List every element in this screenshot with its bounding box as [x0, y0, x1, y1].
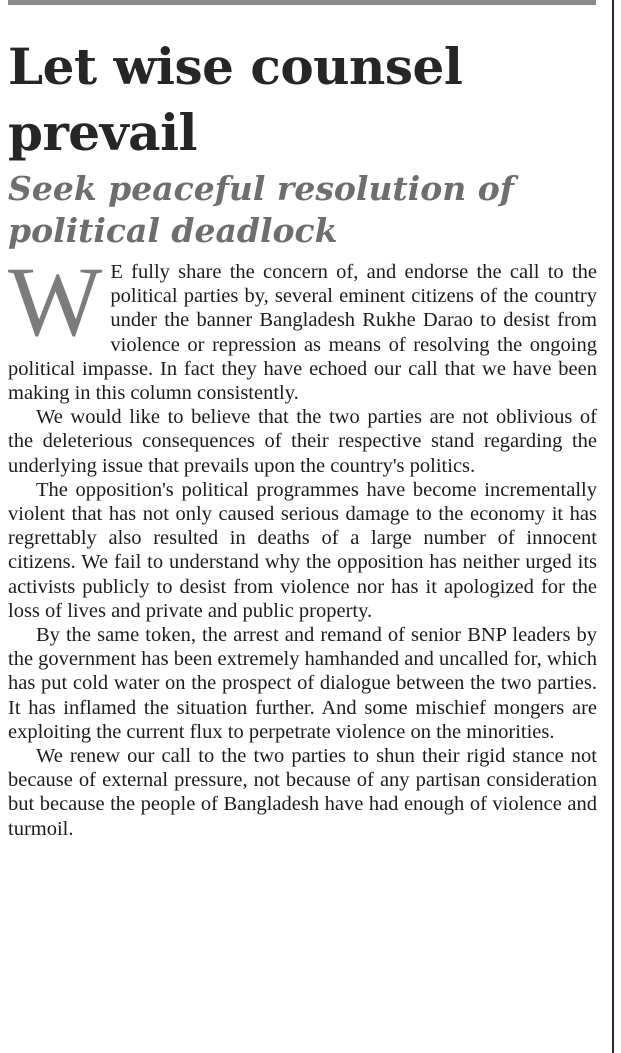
headline: Let wise counsel prevail — [8, 37, 463, 162]
article-body — [8, 246, 597, 841]
drop-cap: W — [8, 246, 103, 357]
column-divider — [612, 0, 614, 1053]
paragraph-1-text: E fully share the concern of, and endorse the call to the political parties by, several eminent citizens of the country under the banner Bangladesh Rukhe Darao to desist from violence or repression as means of resolving the ongoing political impasse. In fact they have echoed our call that we have been making in this column consistently. — [8, 261, 597, 405]
paragraph-1 — [8, 246, 597, 405]
paragraph-5: We renew our call to the two parties to shun their rigid stance not because of external pressure, not because of any partisan consideration but because the people of Bangladesh have had enough of violence and turmoil. — [8, 745, 597, 840]
editorial-article — [8, 34, 597, 841]
paragraph-2: We would like to believe that the two parties are not oblivious of the deleterious consequences of their respective stand regarding the underlying issue that prevails upon the country's politics. — [8, 406, 597, 477]
top-rule — [8, 0, 596, 5]
paragraph-4: By the same token, the arrest and remand of senior BNP leaders by the government has been extremely hamhanded and uncalled for, which has put cold water on the prospect of dialogue between the two parties. It has inflamed the situation further. And some mischief mongers are exploiting the current flux to perpetrate violence on the minorities. — [8, 624, 597, 743]
subheadline: Seek peaceful resolution of political deadlock — [8, 169, 514, 250]
paragraph-3: The opposition's political programmes have become incrementally violent that has not only caused serious damage to the economy it has regrettably also resulted in deaths of a large number of innocent citizens. We fail to understand why the opposition has neither urged its activists publicly to desist from violence nor has it apologized for the loss of lives and private and public property. — [8, 478, 597, 622]
